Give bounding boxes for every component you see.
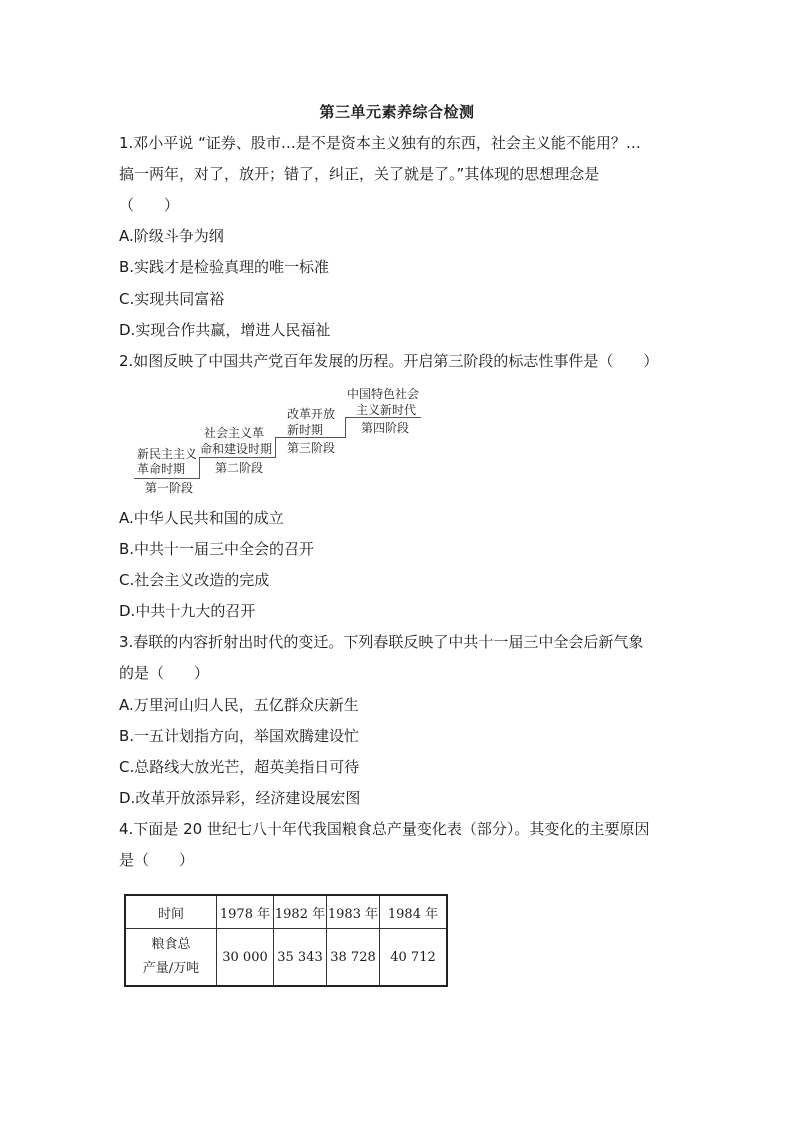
stage4-title-line1: 中国特色社会 — [347, 387, 420, 401]
row-label-cell — [125, 929, 217, 987]
q4-stem-line-2: 是（ ） — [119, 851, 195, 869]
q2-option-a: A.中华人民共和国的成立 — [119, 509, 284, 527]
q2-option-b: B.中共十一届三中全会的召开 — [119, 540, 315, 558]
q3-option-d: D.改革开放添异彩，经济建设展宏图 — [119, 789, 361, 807]
q4-stem-line-1: 4.下面是 20 世纪七八十年代我国粮食总产量变化表（部分）。其变化的主要原因 — [119, 820, 650, 838]
q1-option-b: B.实践才是检验真理的唯一标准 — [119, 258, 330, 276]
q1-option-d: D.实现合作共赢，增进人民福祉 — [119, 321, 331, 339]
stage4-title-line2: 主义新时代 — [356, 403, 417, 417]
stage1-title-line1: 新民主主义 — [137, 447, 198, 461]
year-cell-1982: 1982 年 — [274, 895, 327, 929]
table-header-row — [125, 895, 447, 929]
q2-option-d: D.中共十九大的召开 — [119, 602, 256, 620]
year-cell-1983: 1983 年 — [327, 895, 380, 929]
q1-answer-blank: （ ） — [119, 196, 180, 214]
year-cell-1978: 1978 年 — [217, 895, 274, 929]
value-cell-1984: 40 712 — [380, 929, 448, 987]
page-title: 第三单元素养综合检测 — [319, 103, 475, 121]
q3-option-c: C.总路线大放光芒，超英美指日可待 — [119, 758, 360, 776]
stage2-riser — [199, 457, 200, 479]
stage3-step — [275, 437, 345, 438]
stage2-title-line1: 社会主义革 — [204, 426, 265, 440]
grain-output-table — [124, 894, 448, 987]
stage1-label: 第一阶段 — [145, 481, 194, 495]
q2-stem-line-1: 2.如图反映了中国共产党百年发展的历程。开启第三阶段的标志性事件是（ ） — [119, 352, 659, 370]
q2-option-c: C.社会主义改造的完成 — [119, 571, 270, 589]
row-label-line1: 粮食总 — [151, 937, 191, 952]
stage1-title-line2: 革命时期 — [137, 462, 186, 476]
q1-option-c: C.实现共同富裕 — [119, 290, 225, 308]
header-time-cell: 时间 — [125, 895, 217, 929]
q3-option-b: B.一五计划指方向，举国欢腾建设忙 — [119, 727, 360, 745]
stage2-step — [199, 457, 275, 458]
value-cell-1978: 30 000 — [217, 929, 274, 987]
q3-stem-line-2: 的是（ ） — [119, 664, 210, 682]
q3-stem-line-1: 3.春联的内容折射出时代的变迁。下列春联反映了中共十一届三中全会后新气象 — [119, 633, 644, 651]
stage2-title-line2: 命和建设时期 — [200, 442, 273, 456]
stage3-riser — [275, 437, 276, 458]
value-cell-1982: 35 343 — [274, 929, 327, 987]
stage4-step — [345, 417, 421, 418]
q1-option-a: A.阶级斗争为纲 — [119, 227, 224, 245]
stage3-title-line2: 新时期 — [287, 423, 324, 437]
table-data-row — [125, 929, 447, 987]
stage3-label: 第三阶段 — [287, 441, 336, 455]
stage2-label: 第二阶段 — [215, 461, 264, 475]
q1-stem-line-2: 搞一两年，对了，放开；错了，纠正，关了就是了。”其体现的思想理念是 — [119, 165, 600, 183]
stage4-riser — [345, 417, 346, 438]
stage4-label: 第四阶段 — [361, 421, 410, 435]
q3-option-a: A.万里河山归人民，五亿群众庆新生 — [119, 696, 359, 714]
year-cell-1984: 1984 年 — [380, 895, 448, 929]
row-label-line2: 产量/万吨 — [142, 961, 200, 976]
stage3-title-line1: 改革开放 — [287, 407, 336, 421]
q1-stem-line-1: 1.邓小平说 “证券、股市…是不是资本主义独有的东西，社会主义能不能用？… — [119, 134, 641, 152]
stage1-step — [134, 478, 200, 479]
value-cell-1983: 38 728 — [327, 929, 380, 987]
